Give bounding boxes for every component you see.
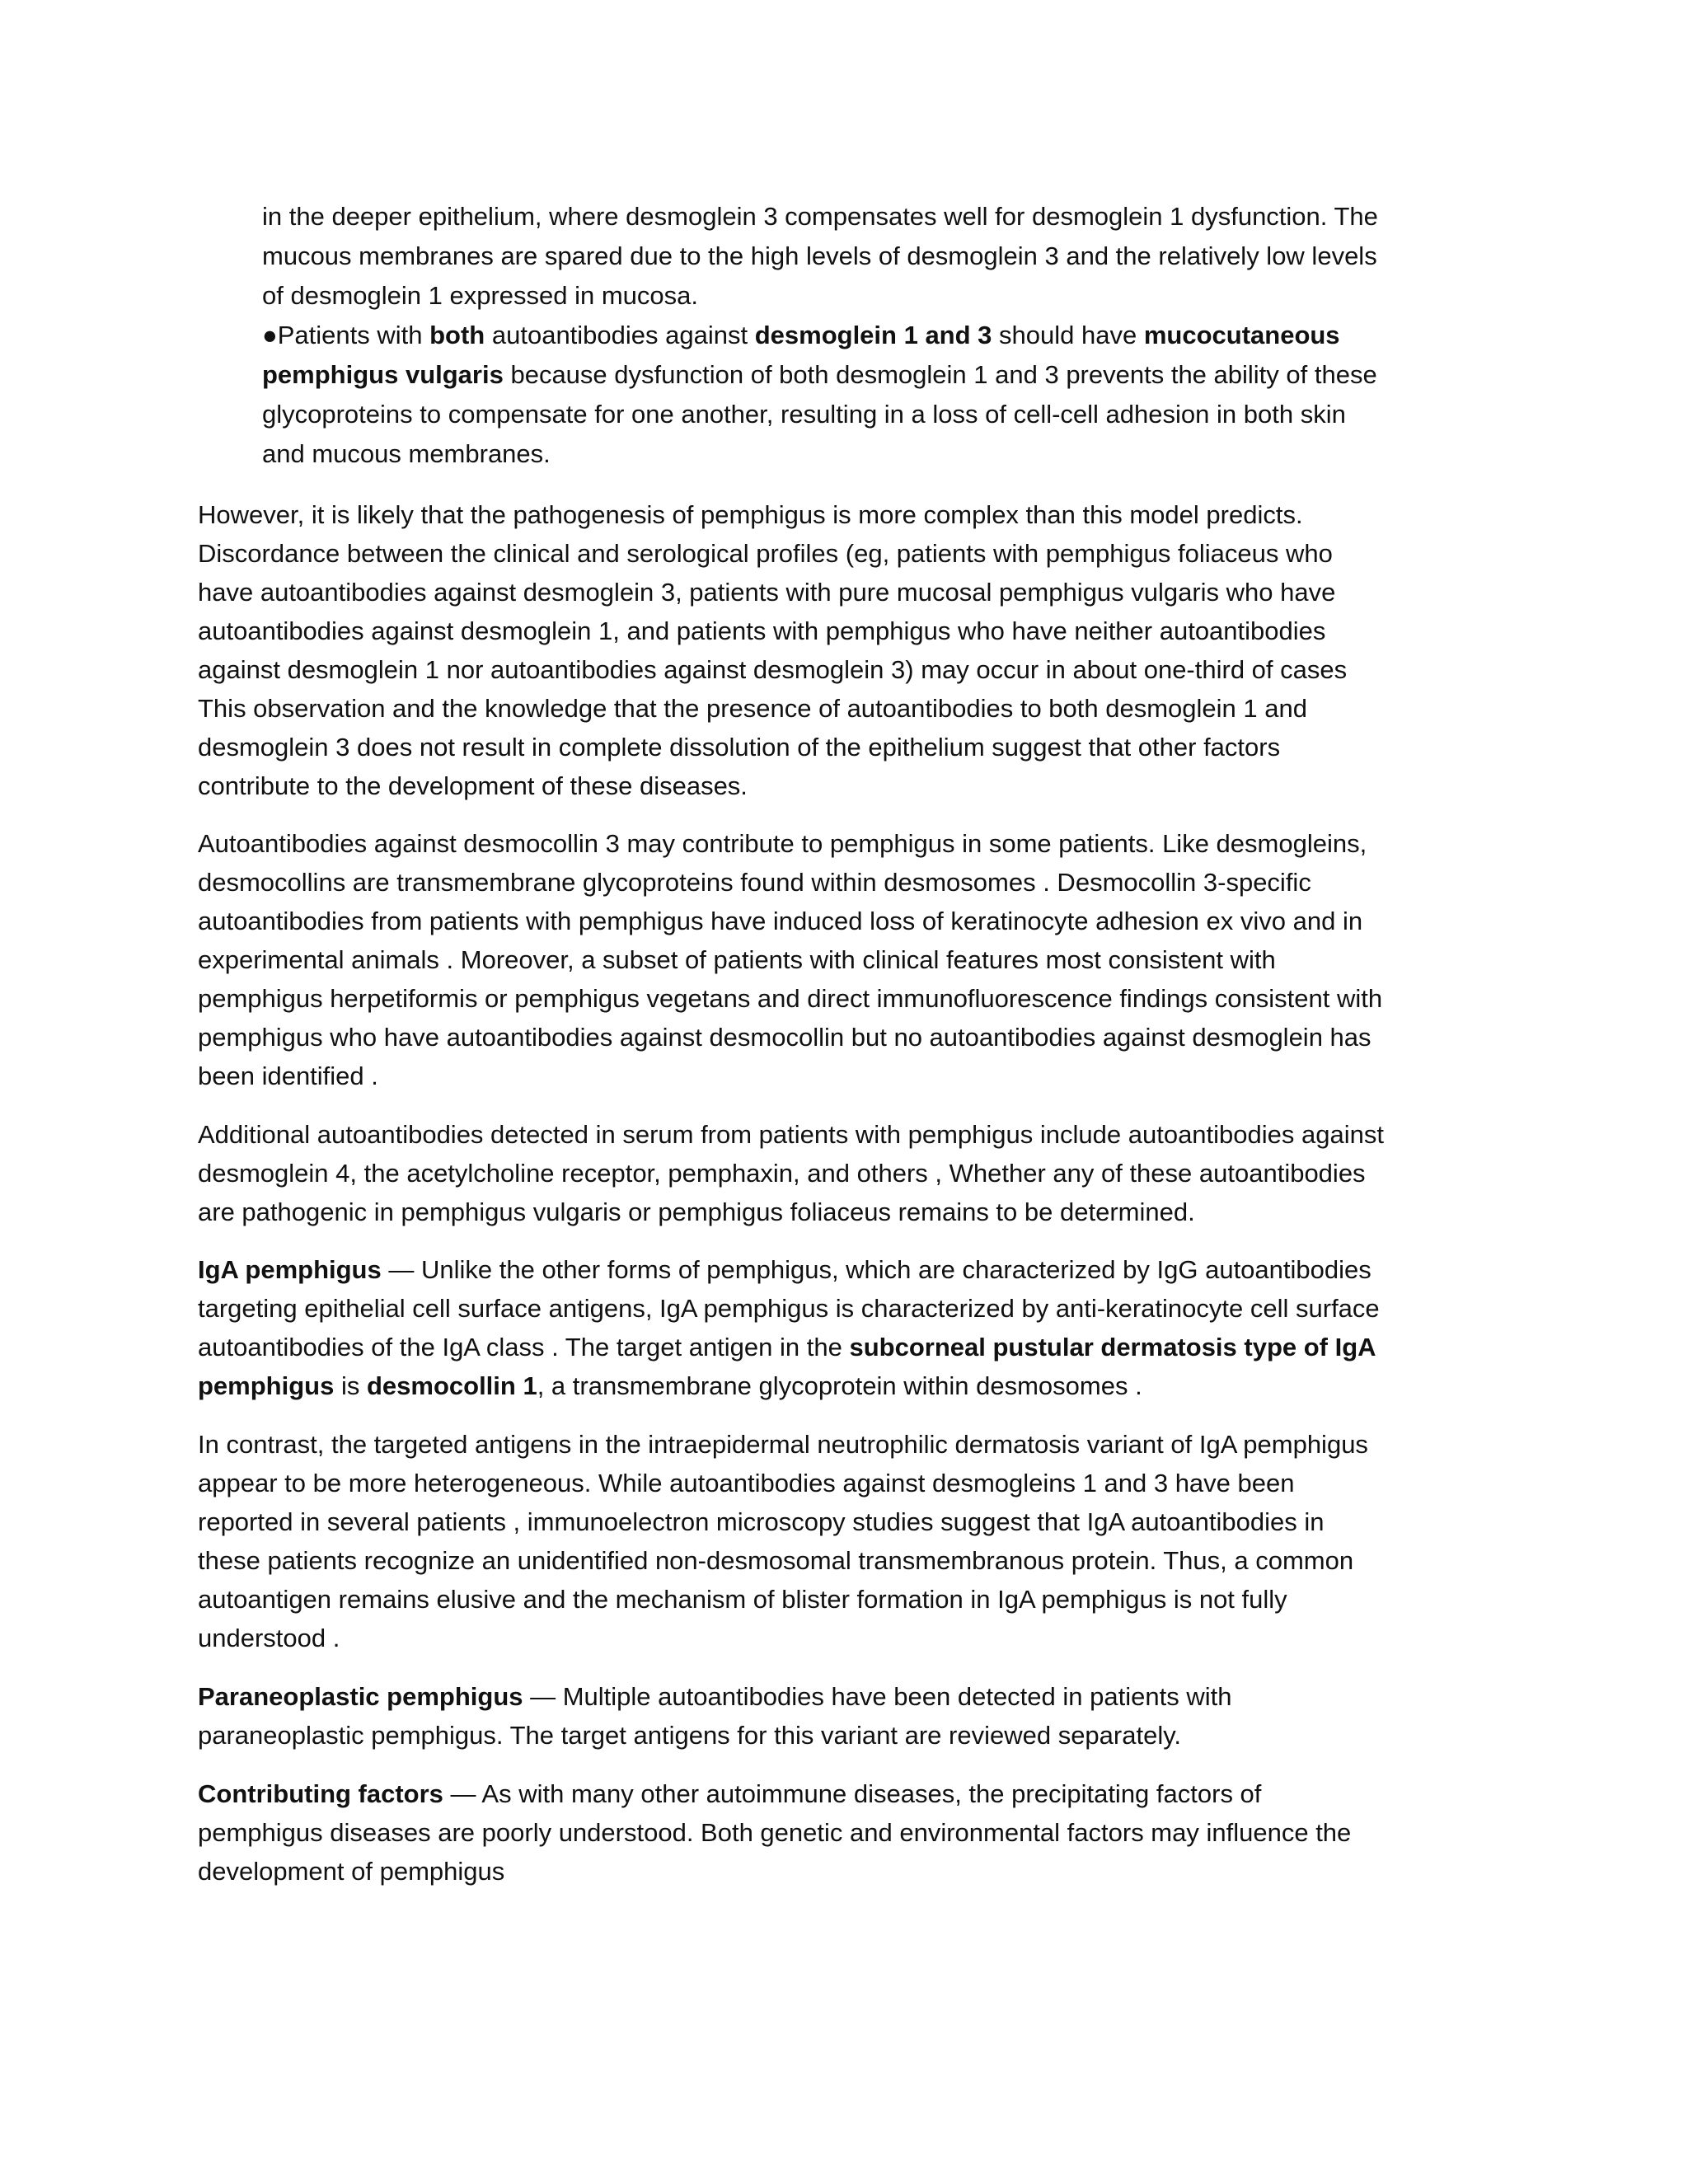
text-line: In contrast, the targeted antigens in the intraepidermal neutrophilic dermatosis variant of IgA pemphigus xyxy=(198,1430,1368,1459)
text-line: of desmoglein 1 expressed in mucosa. xyxy=(262,281,699,310)
text-line: appear to be more heterogeneous. While autoantibodies against desmogleins 1 and 3 have been xyxy=(198,1469,1295,1497)
text-line: autoantibodies from patients with pemphigus have induced loss of keratinocyte adhesion ex vivo and in xyxy=(198,907,1363,935)
text-line: autoantigen remains elusive and the mechanism of blister formation in IgA pemphigus is not fully xyxy=(198,1585,1287,1614)
text-line: targeting epithelial cell surface antigens, IgA pemphigus is characterized by anti-keratinocyte cell surface xyxy=(198,1294,1380,1323)
bullet-item: ●Patients with both autoantibodies against desmoglein 1 and 3 should have mucocutaneous xyxy=(262,321,1340,349)
text-line: and mucous membranes. xyxy=(262,439,551,468)
text-line: autoantibodies of the IgA class . The target antigen in the subcorneal pustular dermatosis type of IgA xyxy=(198,1333,1376,1361)
section-heading: IgA pemphigus xyxy=(198,1255,382,1284)
text-line: are pathogenic in pemphigus vulgaris or pemphigus foliaceus remains to be determined. xyxy=(198,1197,1195,1226)
section-contributing-factors: Contributing factors — As with many other autoimmune diseases, the precipitating factors of xyxy=(198,1779,1262,1808)
text-line: This observation and the knowledge that the presence of autoantibodies to both desmoglein 1 and xyxy=(198,694,1307,723)
text-line: reported in several patients , immunoelectron microscopy studies suggest that IgA autoantibodies in xyxy=(198,1507,1325,1536)
section-iga-pemphigus: IgA pemphigus — Unlike the other forms of pemphigus, which are characterized by IgG autoantibodies xyxy=(198,1255,1372,1284)
text-line: pemphigus herpetiformis or pemphigus vegetans and direct immunofluorescence findings consistent with xyxy=(198,984,1383,1013)
text-line: have autoantibodies against desmoglein 3, patients with pure mucosal pemphigus vulgaris who have xyxy=(198,578,1336,607)
text-line: glycoproteins to compensate for one another, resulting in a loss of cell-cell adhesion in both skin xyxy=(262,400,1346,429)
text-line: understood . xyxy=(198,1624,340,1652)
text-line: against desmoglein 1 nor autoantibodies against desmoglein 3) may occur in about one-third of cases xyxy=(198,655,1348,684)
text-line: development of pemphigus xyxy=(198,1857,505,1886)
text-line: pemphigus diseases are poorly understood. Both genetic and environmental factors may influence the xyxy=(198,1818,1352,1847)
text-line: these patients recognize an unidentified non-desmosomal transmembranous protein. Thus, a common xyxy=(198,1546,1354,1575)
text-line: desmoglein 4, the acetylcholine receptor, pemphaxin, and others , Whether any of these autoantibodies xyxy=(198,1159,1366,1188)
text-line: in the deeper epithelium, where desmoglein 3 compensates well for desmoglein 1 dysfunction. The xyxy=(262,202,1378,231)
text-line: pemphigus vulgaris because dysfunction of both desmoglein 1 and 3 prevents the ability of these xyxy=(262,360,1377,389)
text-line: Discordance between the clinical and serological profiles (eg, patients with pemphigus foliaceus who xyxy=(198,539,1333,568)
text-line: desmoglein 3 does not result in complete dissolution of the epithelium suggest that other factors xyxy=(198,733,1281,762)
text-line: Autoantibodies against desmocollin 3 may contribute to pemphigus in some patients. Like desmogleins, xyxy=(198,829,1367,858)
section-heading: Contributing factors xyxy=(198,1779,443,1808)
text-line: However, it is likely that the pathogenesis of pemphigus is more complex than this model predicts. xyxy=(198,500,1303,529)
section-paraneoplastic-pemphigus: Paraneoplastic pemphigus — Multiple autoantibodies have been detected in patients with xyxy=(198,1682,1232,1711)
text-line: autoantibodies against desmoglein 1, and patients with pemphigus who have neither autoantibodies xyxy=(198,616,1326,645)
text-line: pemphigus is desmocollin 1, a transmembrane glycoprotein within desmosomes . xyxy=(198,1371,1142,1400)
text-line: paraneoplastic pemphigus. The target antigens for this variant are reviewed separately. xyxy=(198,1721,1182,1750)
text-line: desmocollins are transmembrane glycoproteins found within desmosomes . Desmocollin 3-specific xyxy=(198,868,1311,897)
text-line: been identified . xyxy=(198,1062,378,1090)
text-line: Additional autoantibodies detected in serum from patients with pemphigus include autoantibodies against xyxy=(198,1120,1384,1149)
section-heading: Paraneoplastic pemphigus xyxy=(198,1682,523,1711)
bullet-marker: ● xyxy=(262,321,278,349)
text-line: pemphigus who have autoantibodies against desmocollin but no autoantibodies against desmoglein has xyxy=(198,1023,1372,1052)
text-line: mucous membranes are spared due to the high levels of desmoglein 3 and the relatively low levels xyxy=(262,241,1377,270)
text-line: experimental animals . Moreover, a subset of patients with clinical features most consistent with xyxy=(198,945,1276,974)
text-line: contribute to the development of these diseases. xyxy=(198,771,748,800)
